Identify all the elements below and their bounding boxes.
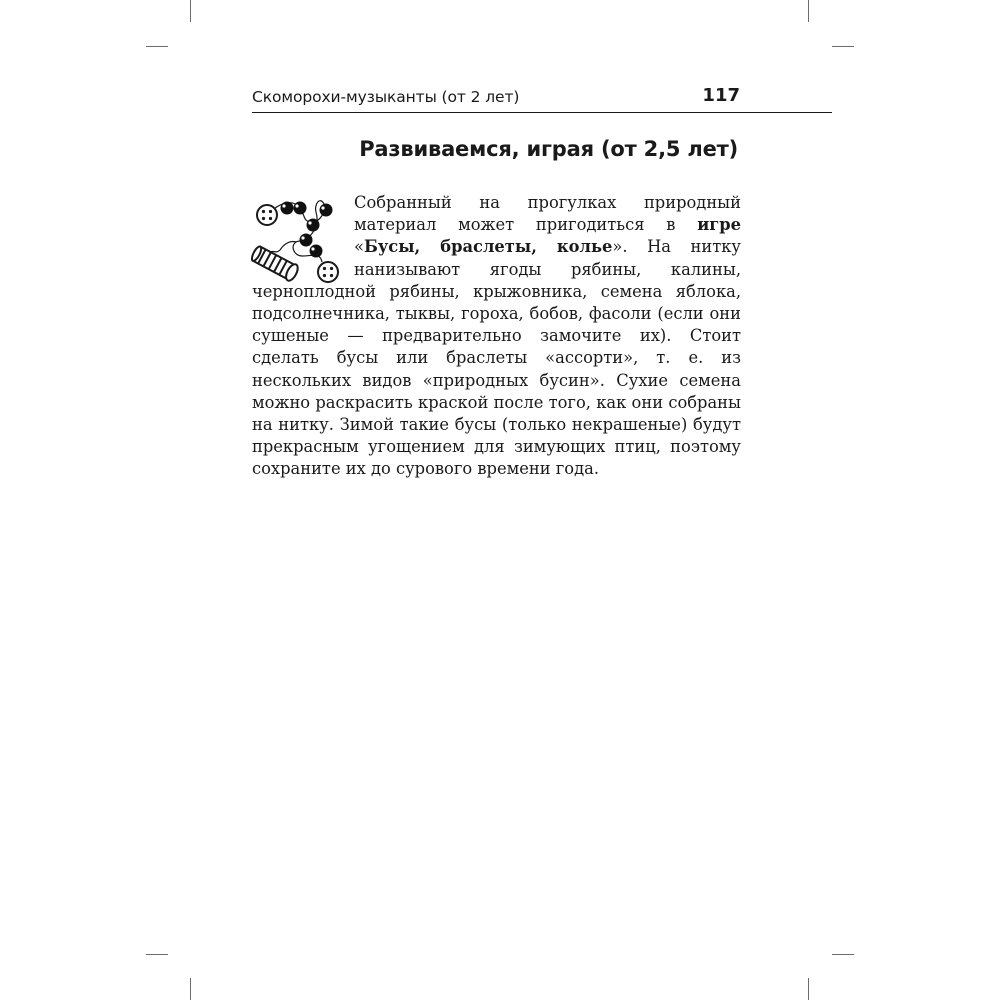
game-name: Бусы, браслеты, колье [363,237,613,257]
body-paragraph [252,192,741,481]
crop-mark [146,46,168,47]
running-title: Скоморохи-музыканты (от 2 лет) [252,88,520,106]
crop-mark [808,0,809,22]
game-word: игре [697,215,741,235]
crop-mark [832,954,854,955]
figure-wrap-space [252,192,354,278]
section-title: Развиваемся, играя (от 2,5 лет) [359,137,738,161]
page-number: 117 [702,85,740,106]
crop-mark [146,954,168,955]
crop-mark [832,46,854,47]
crop-mark [808,978,809,1000]
crop-mark [190,978,191,1000]
paragraph-rest: На нитку нанизывают ягоды рябины, калины, черноплодной рябины, крыжовника, семена яблока, подсолнечника, тыквы, гороха, бобов, фасоли (если они сушеные — предварительно замочите их). Стоит сделать бусы или браслеты «ассорти», т. е. из нескольких видов «природных бусин». Сухие семена можно раскрасить краской после того, как они собраны на нитку. Зимой такие бусы (только некрашеные) будут прекрасным угощением для зимующих птиц, поэтому сохраните их до сурового времени года. [252,237,742,479]
running-head [252,86,832,113]
paragraph-intro: Собранный на прогулках природный материал может пригодиться в [354,193,741,235]
quote-close: ». [612,237,648,257]
crop-mark [190,0,191,22]
quote-open: « [354,237,364,257]
